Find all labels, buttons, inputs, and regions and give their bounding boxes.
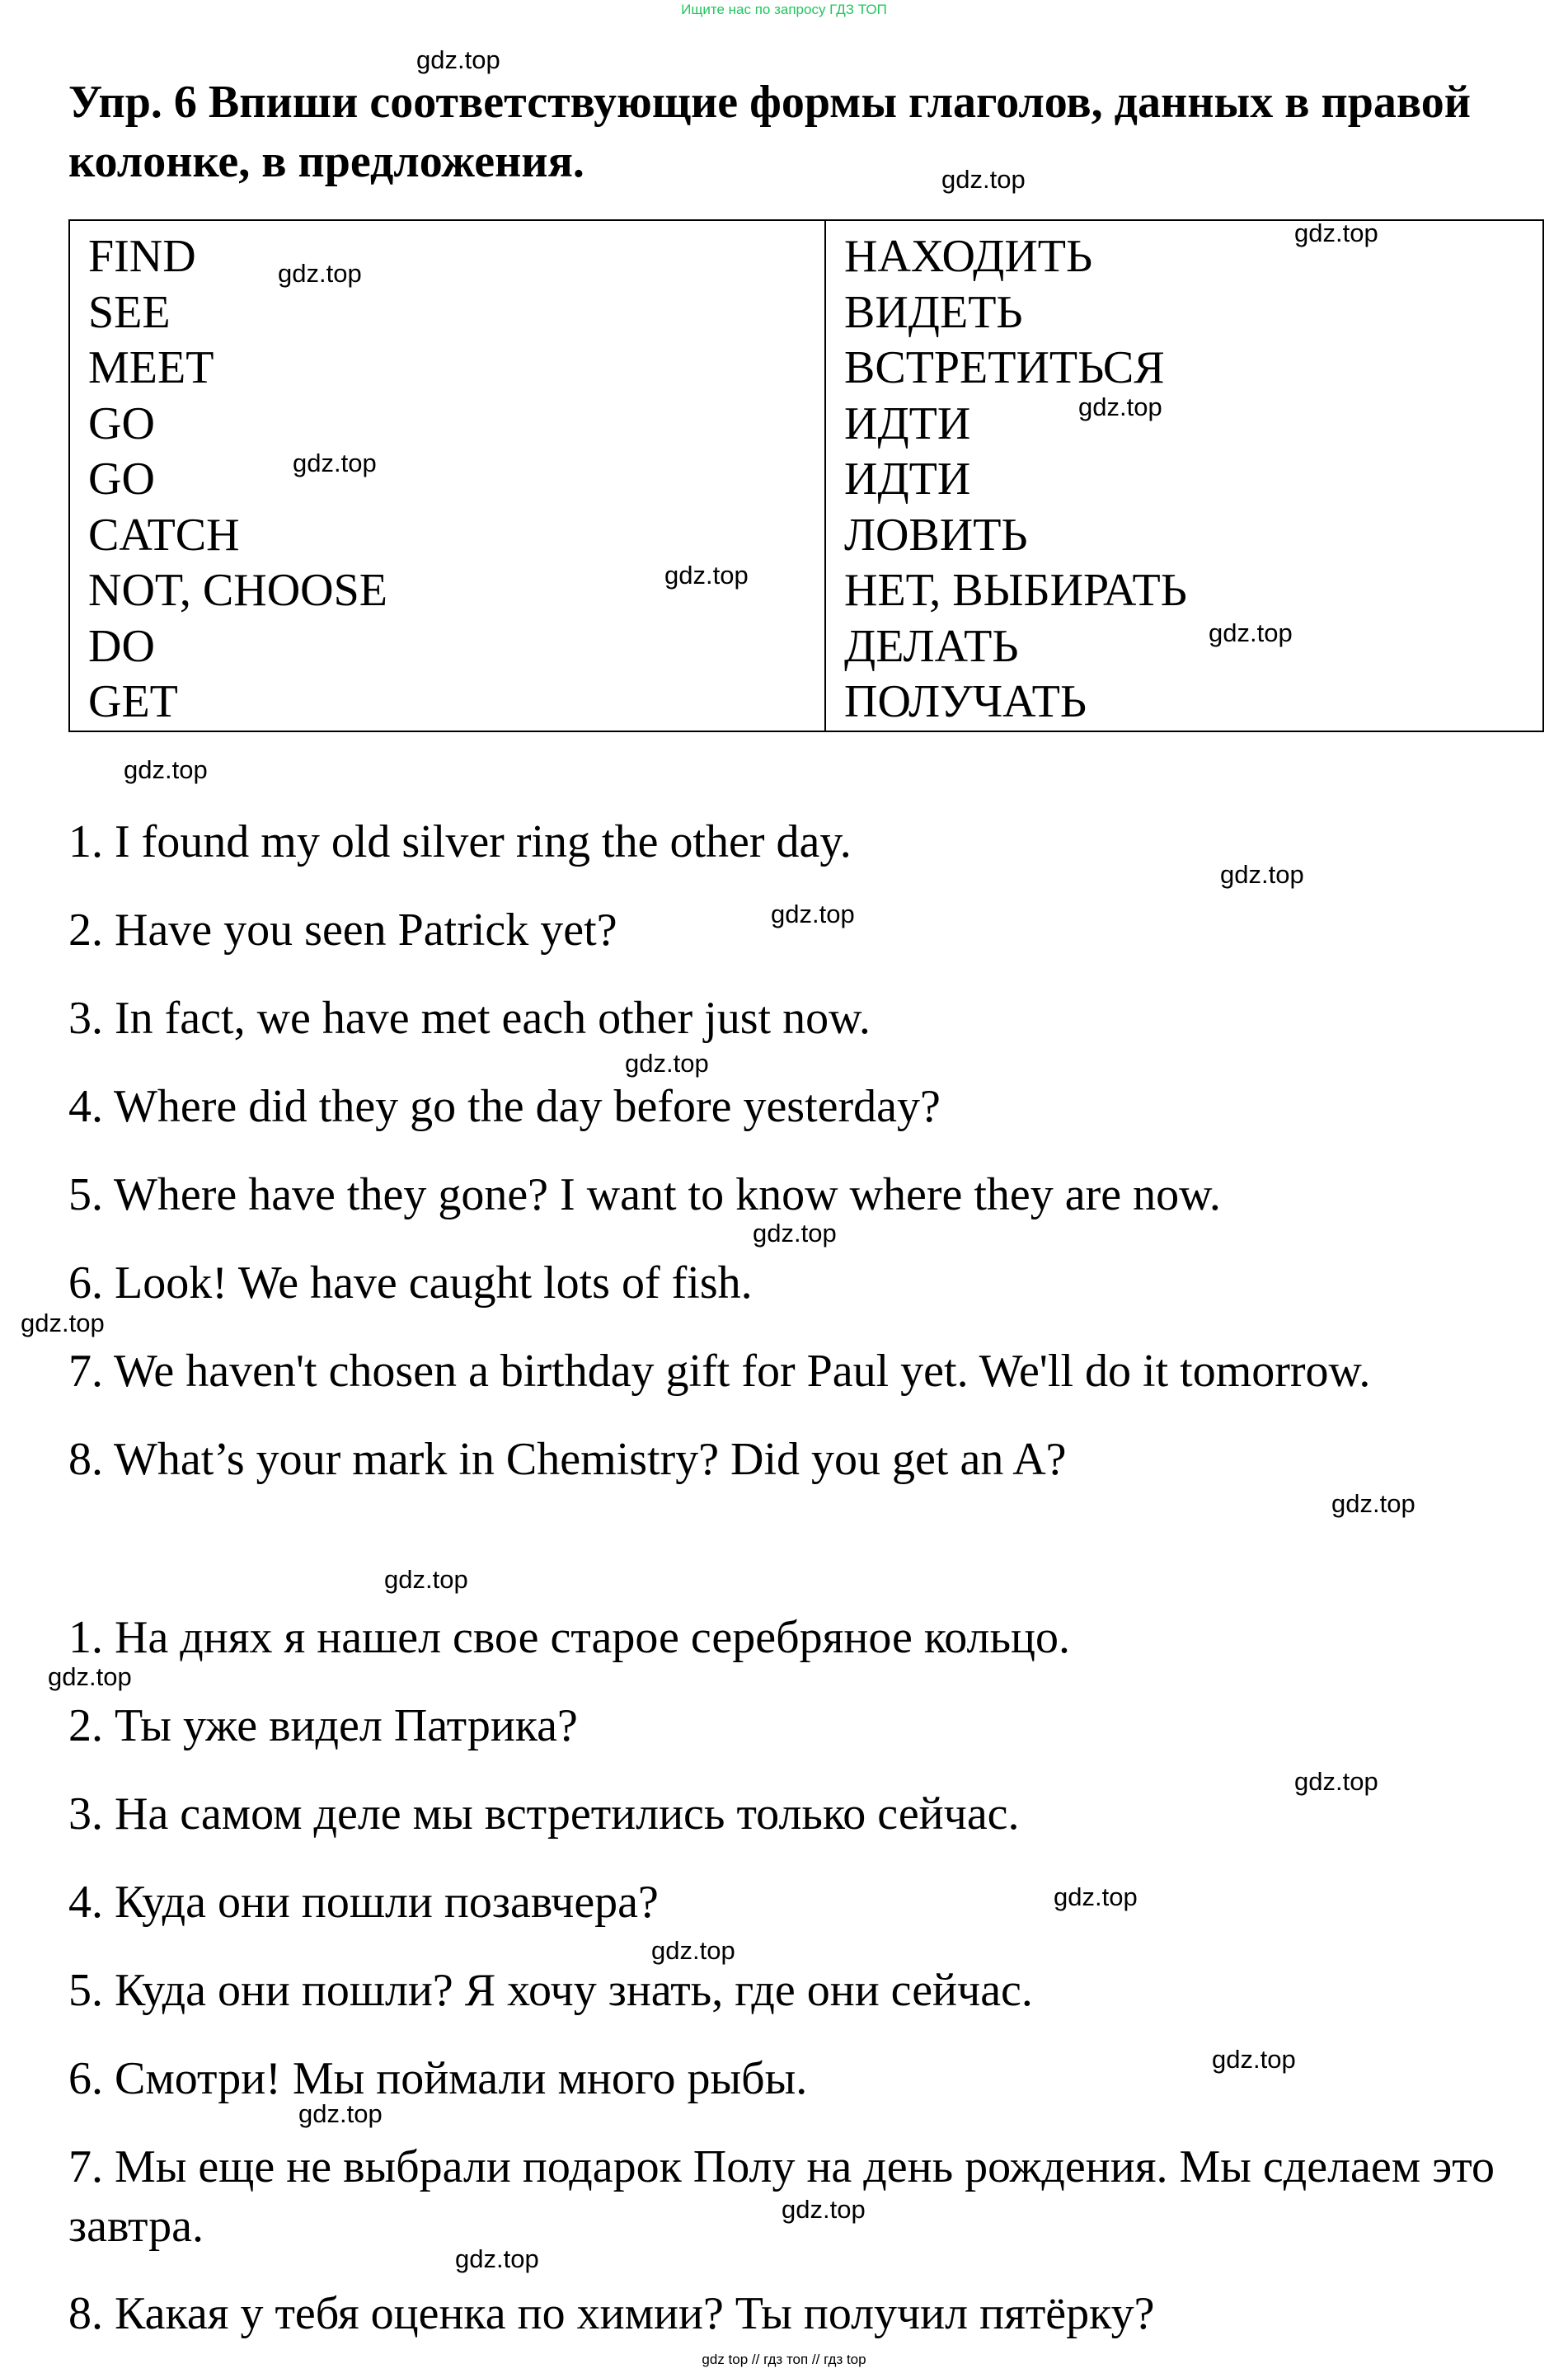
verb-en: FIND: [88, 231, 196, 282]
verb-ru: НЕТ, ВЫБИРАТЬ: [844, 565, 1187, 616]
watermark: gdz.top: [1294, 219, 1378, 247]
watermark: gdz.top: [782, 2195, 866, 2224]
verb-column-russian: [825, 220, 1543, 731]
watermark: gdz.top: [1078, 392, 1162, 421]
top-banner: Ищите нас по запросу ГДЗ ТОП: [681, 2, 887, 17]
verb-ru: ИДТИ: [844, 453, 971, 505]
russian-sentence: 7. Мы еще не выбрали подарок Полу на день рождения. Мы сделаем это завтра.: [68, 2141, 1495, 2252]
watermark: gdz.top: [21, 1309, 105, 1337]
watermark: gdz.top: [941, 165, 1026, 194]
watermark: gdz.top: [1209, 618, 1293, 647]
watermark: gdz.top: [293, 449, 377, 477]
russian-sentence: 6. Смотри! Мы поймали много рыбы.: [68, 2053, 808, 2104]
english-sentence: 7. We haven't chosen a birthday gift for Paul yet. We'll do it tomorrow.: [68, 1346, 1371, 1397]
verb-en: GO: [88, 397, 155, 449]
watermark: gdz.top: [416, 45, 500, 74]
verb-en: NOT, CHOOSE: [88, 565, 387, 616]
watermark: gdz.top: [771, 900, 855, 928]
footer-watermark: gdz top // гдз топ // гдз top: [702, 2352, 866, 2367]
english-sentence: 4. Where did they go the day before yesterday?: [68, 1081, 941, 1132]
verb-ru: ДЕЛАТЬ: [844, 620, 1019, 672]
watermark: gdz.top: [1220, 860, 1304, 889]
english-sentence: 3. In fact, we have met each other just now.: [68, 993, 871, 1044]
exercise-title: Упр. 6 Впиши соответствующие формы глаголов, данных в правой колонке, в предложения.: [68, 77, 1471, 187]
russian-sentence: 4. Куда они пошли позавчера?: [68, 1877, 659, 1928]
verb-en: MEET: [88, 342, 214, 393]
english-sentence: 1. I found my old silver ring the other day.: [68, 816, 852, 867]
watermark: gdz.top: [455, 2244, 539, 2273]
verb-en: DO: [88, 620, 155, 672]
watermark: gdz.top: [753, 1219, 837, 1248]
verb-en: CATCH: [88, 509, 240, 561]
watermark: gdz.top: [651, 1936, 735, 1965]
russian-sentence: 2. Ты уже видел Патрика?: [68, 1700, 578, 1751]
verb-en: GO: [88, 453, 155, 505]
watermark: gdz.top: [278, 259, 362, 288]
russian-sentence: 5. Куда они пошли? Я хочу знать, где они сейчас.: [68, 1965, 1033, 2016]
russian-sentence: 1. На днях я нашел свое старое серебряное кольцо.: [68, 1612, 1070, 1663]
russian-sentence: 8. Какая у тебя оценка по химии? Ты получил пятёрку?: [68, 2288, 1155, 2339]
verb-column-english: [69, 220, 825, 731]
watermark: gdz.top: [664, 561, 749, 590]
watermark: gdz.top: [1331, 1489, 1415, 1518]
english-sentence: 8. What’s your mark in Chemistry? Did you get an A?: [68, 1434, 1067, 1485]
english-sentence: 6. Look! We have caught lots of fish.: [68, 1257, 753, 1309]
verb-ru: ВИДЕТЬ: [844, 286, 1023, 338]
watermark: gdz.top: [48, 1662, 132, 1691]
english-sentence: 2. Have you seen Patrick yet?: [68, 905, 617, 956]
verb-en: GET: [88, 676, 178, 727]
russian-sentence: 3. На самом деле мы встретились только сейчас.: [68, 1788, 1020, 1840]
verb-ru: НАХОДИТЬ: [844, 231, 1093, 282]
verb-table: [68, 219, 1544, 732]
watermark: gdz.top: [1212, 2045, 1296, 2074]
watermark: gdz.top: [384, 1565, 468, 1594]
watermark: gdz.top: [1054, 1882, 1138, 1911]
verb-ru: ИДТИ: [844, 397, 971, 449]
russian-sentences: [68, 1608, 1536, 2372]
verb-ru: ВСТРЕТИТЬСЯ: [844, 342, 1165, 393]
english-sentence: 5. Where have they gone? I want to know where they are now.: [68, 1169, 1221, 1220]
watermark: gdz.top: [1294, 1767, 1378, 1796]
verb-ru: ПОЛУЧАТЬ: [844, 676, 1087, 727]
watermark: gdz.top: [625, 1049, 709, 1078]
verb-en: SEE: [88, 286, 171, 338]
watermark: gdz.top: [124, 755, 208, 784]
watermark: gdz.top: [298, 2099, 383, 2128]
verb-ru: ЛОВИТЬ: [844, 509, 1028, 561]
